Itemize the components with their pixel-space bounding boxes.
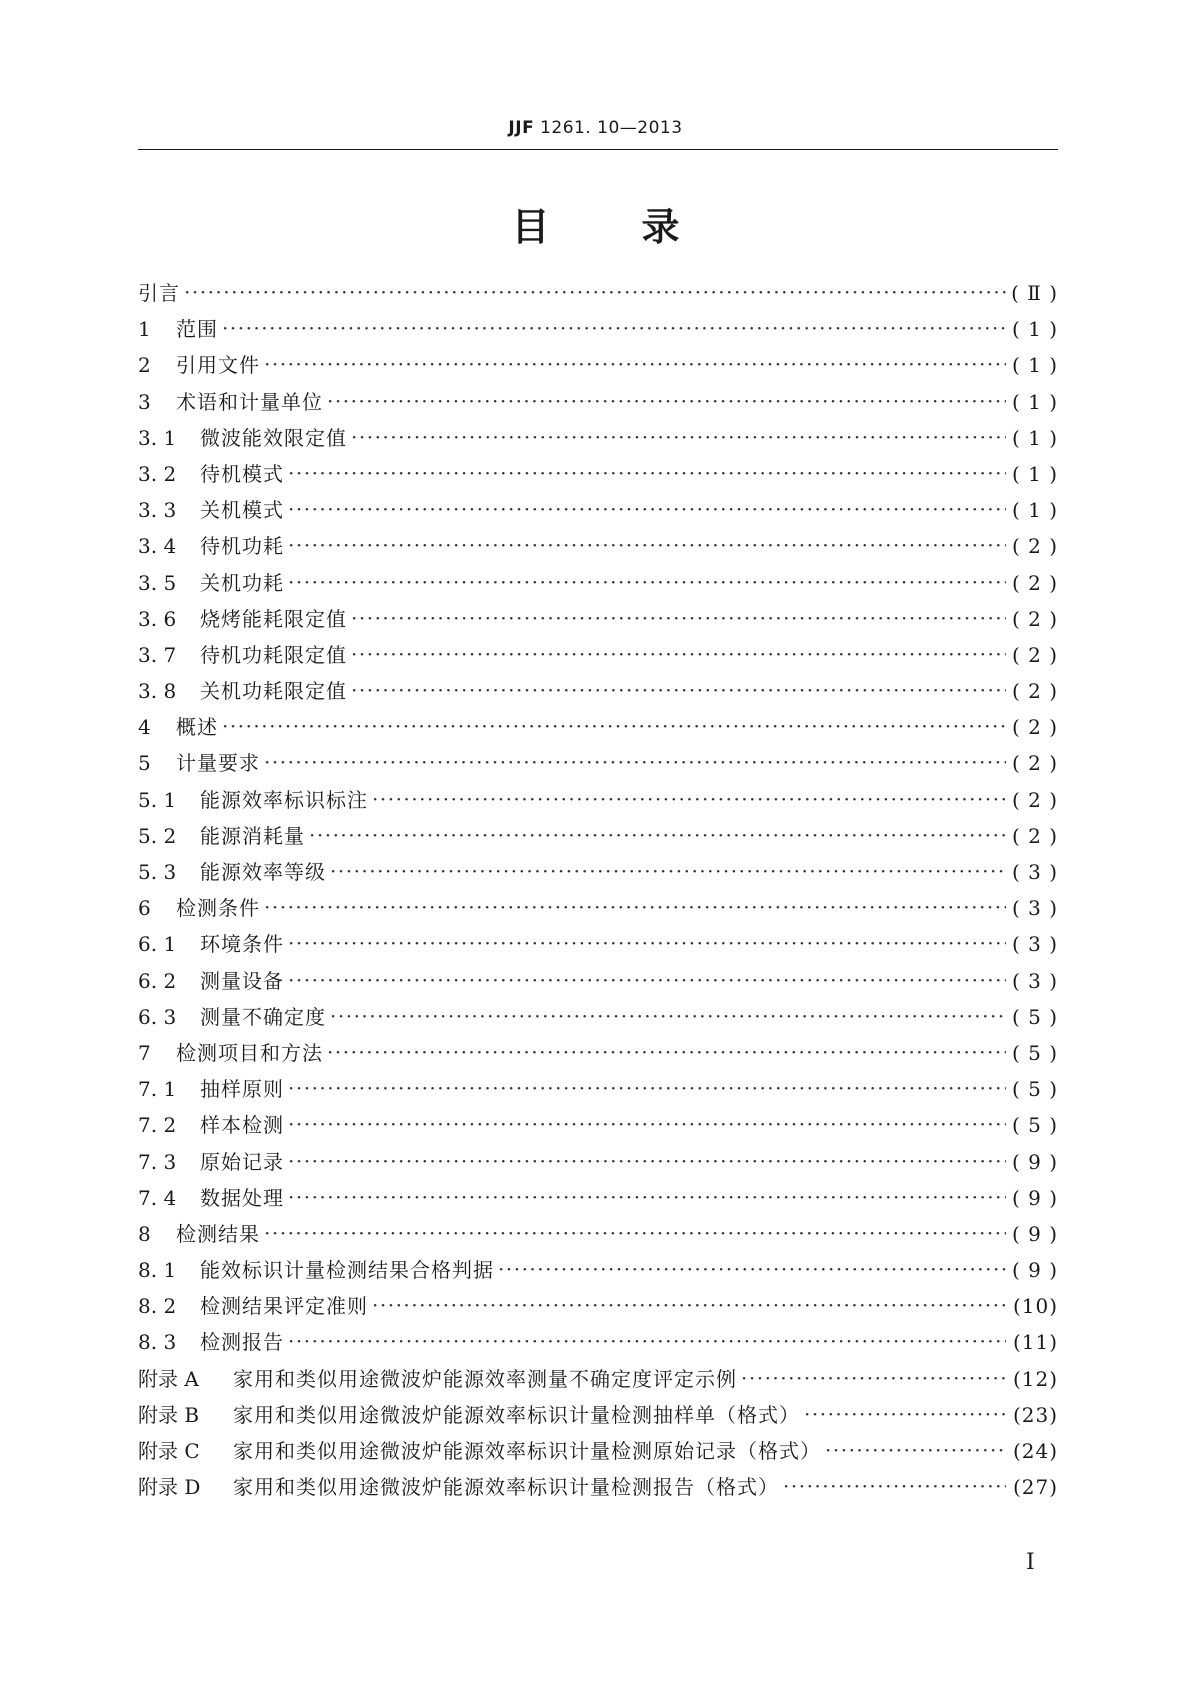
toc-entry[interactable] [138,1109,1058,1145]
toc-entry-page: (11) [1012,1330,1058,1355]
toc-entry-page: ( 1 ) [1011,498,1058,523]
toc-leader-dots [804,1402,1006,1426]
toc-leader-dots [330,1004,1006,1028]
toc-entry-number: 附录 D [138,1475,201,1500]
toc-leader-dots [288,461,1006,485]
toc-entry-page: ( 1 ) [1011,389,1058,414]
toc-entry-label: 家用和类似用途微波炉能源效率标识计量检测原始记录（格式） [233,1439,821,1463]
toc-entry-label: 能源效率等级 [200,860,326,884]
toc-leader-dots [222,316,1006,340]
toc-entry[interactable] [138,567,1058,603]
toc-entry-page: ( 9 ) [1011,1149,1058,1174]
toc-entry-page: ( 5 ) [1011,1077,1058,1102]
toc-entry-number: 3. 8 [138,679,177,704]
toc-entry-page: ( 3 ) [1011,896,1058,921]
toc-entry-page: ( 3 ) [1011,968,1058,993]
toc-entry[interactable] [138,892,1058,928]
toc-entry[interactable] [138,1218,1058,1254]
toc-entry-number: 3. 2 [138,461,177,486]
toc-leader-dots [264,352,1006,376]
standard-code-prefix: JJF [508,118,535,138]
toc-entry[interactable] [138,530,1058,566]
toc-entry-label: 待机模式 [200,461,284,486]
toc-entry-number: 8. 1 [138,1258,177,1283]
toc-entry-page: ( 9 ) [1011,1258,1058,1283]
toc-entry-page: ( 1 ) [1011,425,1058,450]
toc-leader-dots [264,750,1006,774]
toc-entry-label: 范围 [176,317,218,342]
toc-entry[interactable] [138,675,1058,711]
toc-entry-label: 样本检测 [200,1113,284,1138]
toc-entry-page: (27) [1012,1475,1058,1500]
toc-entry[interactable] [138,458,1058,494]
toc-entry-number: 3. 3 [138,498,177,523]
toc-entry-number: 3. 5 [138,570,177,595]
toc-entry-number: 7. 3 [138,1149,177,1174]
toc-entry[interactable] [138,1254,1058,1290]
toc-leader-dots [309,823,1006,847]
toc-entry[interactable] [138,784,1058,820]
toc-entry-page: (23) [1012,1402,1058,1427]
toc-title-char-1: 目 [511,205,550,249]
toc-leader-dots [741,1366,1006,1390]
toc-entry-number: 附录 A [138,1366,199,1391]
toc-entry-label: 关机功耗限定值 [200,679,347,704]
toc-entry-number: 3. 6 [138,606,177,631]
toc-entry-label: 计量要求 [176,751,260,776]
toc-entry[interactable] [138,928,1058,964]
toc-entry-page: (10) [1012,1294,1058,1319]
toc-entry[interactable] [138,494,1058,530]
toc-entry-page: ( Ⅱ ) [1011,281,1058,305]
toc-entry-page: ( 2 ) [1011,534,1058,559]
toc-entry-page: ( 2 ) [1011,606,1058,631]
toc-entry-number: 8. 2 [138,1294,177,1319]
toc-entry-label: 数据处理 [200,1185,284,1210]
toc-entry-page: ( 2 ) [1011,823,1058,848]
toc-leader-dots [372,787,1006,811]
toc-entry-number: 8. 3 [138,1330,177,1355]
toc-entry-label: 烧烤能耗限定值 [200,606,347,631]
toc-leader-dots [264,895,1006,919]
toc-entry-page: ( 2 ) [1011,787,1058,812]
toc-entry[interactable] [138,747,1058,783]
toc-entry[interactable] [138,1290,1058,1326]
toc-entry-number: 附录 B [138,1402,200,1427]
toc-leader-dots [327,389,1006,413]
toc-leader-dots [264,1221,1006,1245]
toc-entry-page: ( 1 ) [1011,317,1058,342]
toc-entry[interactable] [138,386,1058,422]
toc-entry-label: 检测条件 [176,896,260,921]
toc-entry-label: 家用和类似用途微波炉能源效率测量不确定度评定示例 [233,1366,737,1391]
toc-entry-number: 6 [138,896,151,921]
toc-entry[interactable] [138,856,1058,892]
toc-leader-dots [288,968,1006,992]
toc-leader-dots [288,533,1006,557]
toc-entry-page: ( 9 ) [1011,1185,1058,1210]
toc-leader-dots [351,678,1006,702]
toc-entry[interactable] [138,1146,1058,1182]
toc-entry-page: ( 1 ) [1011,353,1058,378]
toc-entry-number: 5. 1 [138,787,177,812]
toc-entry-label: 引言 [138,281,180,305]
toc-leader-dots [288,931,1006,955]
toc-entry[interactable] [138,1399,1058,1435]
toc-entry-label: 待机功耗限定值 [200,642,347,667]
toc-entry[interactable] [138,1182,1058,1218]
table-of-contents [138,277,1058,1507]
toc-leader-dots [498,1257,1006,1281]
toc-entry-number: 附录 C [138,1439,200,1463]
toc-entry-number: 7. 2 [138,1113,177,1138]
toc-entry[interactable] [138,711,1058,747]
toc-leader-dots [327,1040,1006,1064]
toc-leader-dots [184,280,1006,304]
toc-entry-number: 5 [138,751,151,776]
toc-entry[interactable] [138,1363,1058,1399]
toc-entry-label: 环境条件 [200,932,284,957]
toc-entry-label: 微波能效限定值 [200,425,347,450]
toc-leader-dots [222,714,1006,738]
toc-entry[interactable] [138,1326,1058,1362]
standard-code-number: 1261. 10—2013 [534,118,683,138]
toc-leader-dots [288,1076,1006,1100]
toc-entry-page: ( 1 ) [1011,461,1058,486]
toc-entry-label: 能效标识计量检测结果合格判据 [200,1258,494,1283]
toc-leader-dots [288,1329,1006,1353]
toc-entry-label: 家用和类似用途微波炉能源效率标识计量检测抽样单（格式） [233,1402,800,1427]
toc-entry-number: 7. 4 [138,1185,177,1210]
toc-entry[interactable] [138,603,1058,639]
page-number: I [1026,1550,1035,1575]
toc-entry[interactable] [138,1001,1058,1037]
toc-entry-label: 检测结果 [176,1221,260,1246]
toc-entry-label: 检测报告 [200,1330,284,1355]
toc-entry-label: 能源消耗量 [200,823,305,848]
toc-leader-dots [351,425,1006,449]
toc-entry[interactable] [138,1471,1058,1507]
toc-entry[interactable] [138,1037,1058,1073]
toc-entry-label: 测量不确定度 [200,1004,326,1029]
toc-title-char-2: 录 [641,205,680,249]
toc-entry-label: 抽样原则 [200,1077,284,1102]
toc-title [0,196,1191,251]
toc-entry-label: 术语和计量单位 [176,389,323,414]
toc-entry[interactable] [138,277,1058,313]
toc-entry-page: ( 5 ) [1011,1040,1058,1065]
toc-entry-page: ( 2 ) [1011,751,1058,776]
toc-entry-label: 关机功耗 [200,570,284,595]
toc-entry-number: 3. 4 [138,534,177,559]
toc-entry-page: ( 3 ) [1011,932,1058,957]
toc-entry-label: 检测结果评定准则 [200,1294,368,1319]
toc-entry[interactable] [138,1435,1058,1471]
toc-entry-page: ( 9 ) [1011,1221,1058,1246]
toc-entry[interactable] [138,965,1058,1001]
running-header [0,118,1191,138]
toc-entry[interactable] [138,349,1058,385]
toc-entry-number: 6. 2 [138,968,177,993]
toc-entry-page: (24) [1012,1439,1058,1463]
header-rule [138,149,1058,150]
toc-entry-label: 原始记录 [200,1149,284,1174]
toc-leader-dots [351,642,1006,666]
toc-leader-dots [783,1474,1006,1498]
toc-leader-dots [372,1293,1006,1317]
toc-entry-number: 7 [138,1040,151,1065]
toc-entry-number: 1 [138,317,151,342]
toc-entry[interactable] [138,820,1058,856]
toc-entry-label: 家用和类似用途微波炉能源效率标识计量检测报告（格式） [233,1475,779,1500]
toc-entry-number: 5. 3 [138,860,177,884]
toc-leader-dots [330,859,1006,883]
toc-leader-dots [825,1438,1006,1462]
toc-leader-dots [351,606,1006,630]
toc-entry-page: ( 2 ) [1011,679,1058,704]
toc-entry-label: 测量设备 [200,968,284,993]
toc-entry-number: 7. 1 [138,1077,177,1102]
toc-leader-dots [288,497,1006,521]
toc-entry-label: 能源效率标识标注 [200,787,368,812]
toc-entry-label: 待机功耗 [200,534,284,559]
toc-entry-number: 3. 7 [138,642,177,667]
toc-leader-dots [288,1185,1006,1209]
toc-entry-page: (12) [1012,1366,1058,1391]
toc-entry-label: 关机模式 [200,498,284,523]
toc-entry-label: 检测项目和方法 [176,1040,323,1065]
toc-entry-label: 概述 [176,715,218,740]
toc-entry-number: 6. 1 [138,932,177,957]
toc-entry-number: 3 [138,389,151,414]
toc-entry[interactable] [138,1073,1058,1109]
toc-entry[interactable] [138,639,1058,675]
toc-entry-page: ( 3 ) [1011,860,1058,884]
toc-entry-page: ( 5 ) [1011,1113,1058,1138]
toc-entry-number: 8 [138,1221,151,1246]
toc-entry-number: 4 [138,715,151,740]
toc-entry-page: ( 2 ) [1011,715,1058,740]
toc-entry[interactable] [138,422,1058,458]
toc-entry-label: 引用文件 [176,353,260,378]
toc-entry[interactable] [138,313,1058,349]
toc-entry-number: 3. 1 [138,425,177,450]
toc-entry-page: ( 5 ) [1011,1004,1058,1029]
toc-entry-number: 2 [138,353,151,378]
toc-entry-number: 6. 3 [138,1004,177,1029]
toc-leader-dots [288,570,1006,594]
toc-leader-dots [288,1149,1006,1173]
toc-leader-dots [288,1112,1006,1136]
toc-entry-page: ( 2 ) [1011,570,1058,595]
toc-entry-number: 5. 2 [138,823,177,848]
toc-entry-page: ( 2 ) [1011,642,1058,667]
